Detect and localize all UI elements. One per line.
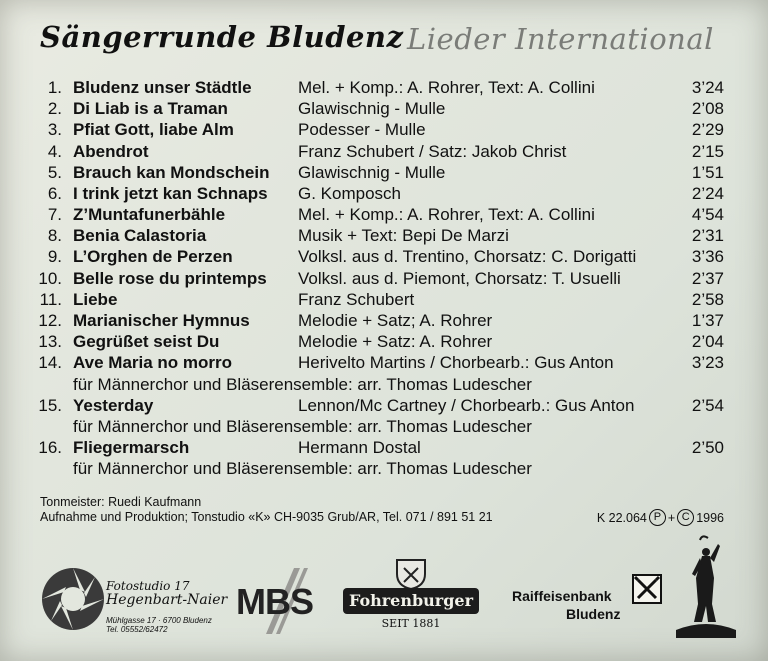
track-arrangement-row xyxy=(0,458,768,480)
crest-icon xyxy=(393,556,429,590)
track-title: Z’Muntafunerbähle xyxy=(73,205,226,224)
fohrenburger-wordmark: Fohrenburger xyxy=(343,588,479,614)
fotostudio-name-line2: Hegenbart-Naier xyxy=(106,592,228,608)
track-number: 12. xyxy=(38,311,62,330)
track-number: 7. xyxy=(47,205,62,224)
track-arrangement: für Männerchor und Bläserensemble: arr. Thomas Ludescher xyxy=(73,375,532,394)
track-title: L’Orghen de Perzen xyxy=(73,247,233,266)
track-credit: Musik + Text: Bepi De Marzi xyxy=(298,226,509,245)
track-title: Pfiat Gott, liabe Alm xyxy=(73,120,234,139)
track-row xyxy=(0,141,768,163)
track-title: Yesterday xyxy=(73,396,154,415)
release-year: 1996 xyxy=(696,510,724,525)
track-number: 9. xyxy=(47,247,62,266)
track-duration: 4’54 xyxy=(691,205,724,224)
track-title: Di Liab is a Traman xyxy=(73,99,228,118)
track-row xyxy=(0,331,768,353)
track-duration: 1’51 xyxy=(691,163,724,182)
track-duration: 2’08 xyxy=(691,99,724,118)
track-title: Belle rose du printemps xyxy=(73,269,267,288)
track-title: Marianischer Hymnus xyxy=(73,311,250,330)
track-row xyxy=(0,437,768,459)
track-duration: 2’15 xyxy=(691,142,724,161)
track-number: 8. xyxy=(47,226,62,245)
phonogram-symbol: P xyxy=(649,509,666,526)
track-number: 16. xyxy=(38,438,62,457)
track-duration: 2’50 xyxy=(691,438,724,457)
raiffeisen-gable-icon xyxy=(632,574,662,604)
track-row xyxy=(0,98,768,120)
track-row xyxy=(0,162,768,184)
track-row xyxy=(0,268,768,290)
track-row xyxy=(0,183,768,205)
track-duration: 3’23 xyxy=(691,353,724,372)
track-duration: 1’37 xyxy=(691,311,724,330)
raiffeisen-city: Bludenz xyxy=(566,606,621,622)
track-duration: 2’54 xyxy=(691,396,724,415)
catalog-number: K 22.064 xyxy=(596,510,647,525)
track-credit: Melodie + Satz; A. Rohrer xyxy=(298,311,493,330)
track-title: Gegrüßet seist Du xyxy=(73,332,220,351)
track-credit: G. Komposch xyxy=(298,184,401,203)
statue-figure-icon xyxy=(672,534,740,640)
track-title: Ave Maria no morro xyxy=(73,353,233,372)
track-credit: Herivelto Martins / Chorbearb.: Gus Anton xyxy=(298,353,614,372)
mbs-logo xyxy=(236,566,314,636)
track-number: 14. xyxy=(38,353,62,372)
track-row xyxy=(0,246,768,268)
track-credit: Hermann Dostal xyxy=(298,438,421,457)
track-title: Fliegermarsch xyxy=(73,438,190,457)
track-arrangement-row xyxy=(0,374,768,396)
track-title: Liebe xyxy=(73,290,118,309)
track-row xyxy=(0,395,768,417)
track-number: 2. xyxy=(47,99,62,118)
album-title: Lieder International xyxy=(407,22,714,56)
track-credit: Volksl. aus d. Trentino, Chorsatz: C. Dorigatti xyxy=(298,247,637,266)
track-title: Brauch kan Mondschein xyxy=(73,163,270,182)
track-credit: Volksl. aus d. Piemont, Chorsatz: T. Usuelli xyxy=(298,269,621,288)
track-duration: 2’04 xyxy=(691,332,724,351)
fotostudio-name-line1: Fotostudio 17 xyxy=(106,579,190,593)
track-duration: 2’37 xyxy=(691,269,724,288)
raiffeisen-logo xyxy=(512,574,662,622)
track-number: 10. xyxy=(38,269,62,288)
track-credit: Podesser - Mulle xyxy=(298,120,426,139)
track-number: 6. xyxy=(47,184,62,203)
track-title: I trink jetzt kan Schnaps xyxy=(73,184,268,203)
track-credit: Franz Schubert xyxy=(298,290,415,309)
track-number: 11. xyxy=(39,290,62,309)
fotostudio-phone: Tel. 05552/62472 xyxy=(106,625,168,634)
track-number: 15. xyxy=(38,396,62,415)
track-title: Abendrot xyxy=(73,142,149,161)
track-number: 4. xyxy=(47,142,62,161)
track-number: 5. xyxy=(47,163,62,182)
track-row xyxy=(0,289,768,311)
mbs-text: MBS xyxy=(236,581,313,622)
track-credit: Mel. + Komp.: A. Rohrer, Text: A. Collini xyxy=(298,78,595,97)
track-duration: 2’29 xyxy=(691,120,724,139)
track-duration: 2’58 xyxy=(691,290,724,309)
fohrenburger-since: SEIT 1881 xyxy=(381,617,441,630)
track-number: 3. xyxy=(47,120,62,139)
copyright-symbol: C xyxy=(677,509,694,526)
track-credit: Franz Schubert / Satz: Jakob Christ xyxy=(298,142,567,161)
fotostudio-address: Mühlgasse 17 · 6700 Bludenz xyxy=(106,616,212,625)
aperture-icon xyxy=(40,566,106,632)
track-duration: 3’36 xyxy=(691,247,724,266)
track-row xyxy=(0,204,768,226)
fotostudio-logo xyxy=(40,566,228,636)
tonmeister-credit: Tonmeister: Ruedi Kaufmann xyxy=(40,495,202,509)
track-duration: 3’24 xyxy=(691,78,724,97)
fohrenburger-logo xyxy=(341,556,481,632)
track-credit: Glawischnig - Mulle xyxy=(298,163,446,182)
track-arrangement: für Männerchor und Bläserensemble: arr. Thomas Ludescher xyxy=(73,417,532,436)
track-number: 1. xyxy=(47,78,62,97)
track-row xyxy=(0,310,768,332)
track-title: Bludenz unser Städtle xyxy=(73,78,252,97)
production-credit: Aufnahme und Produktion; Tonstudio «K» CH-9035 Grub/AR, Tel. 071 / 891 51 21 xyxy=(40,510,493,524)
raiffeisen-name: Raiffeisenbank xyxy=(512,588,612,604)
artist-title: Sängerrunde Bludenz xyxy=(40,20,404,54)
track-credit: Melodie + Satz: A. Rohrer xyxy=(298,332,493,351)
fotostudio-name xyxy=(106,580,227,608)
track-duration: 2’24 xyxy=(691,184,724,203)
track-arrangement-row xyxy=(0,416,768,438)
plus-sign: + xyxy=(667,510,676,525)
track-number: 13. xyxy=(38,332,62,351)
track-credit: Lennon/Mc Cartney / Chorbearb.: Gus Anton xyxy=(298,396,635,415)
catalog-info xyxy=(597,509,724,526)
track-title: Benia Calastoria xyxy=(73,226,207,245)
track-duration: 2’31 xyxy=(691,226,724,245)
track-credit: Mel. + Komp.: A. Rohrer, Text: A. Collini xyxy=(298,205,595,224)
track-row xyxy=(0,77,768,99)
track-row xyxy=(0,225,768,247)
track-row xyxy=(0,352,768,374)
track-credit: Glawischnig - Mulle xyxy=(298,99,446,118)
track-row xyxy=(0,119,768,141)
track-arrangement: für Männerchor und Bläserensemble: arr. Thomas Ludescher xyxy=(73,459,532,478)
